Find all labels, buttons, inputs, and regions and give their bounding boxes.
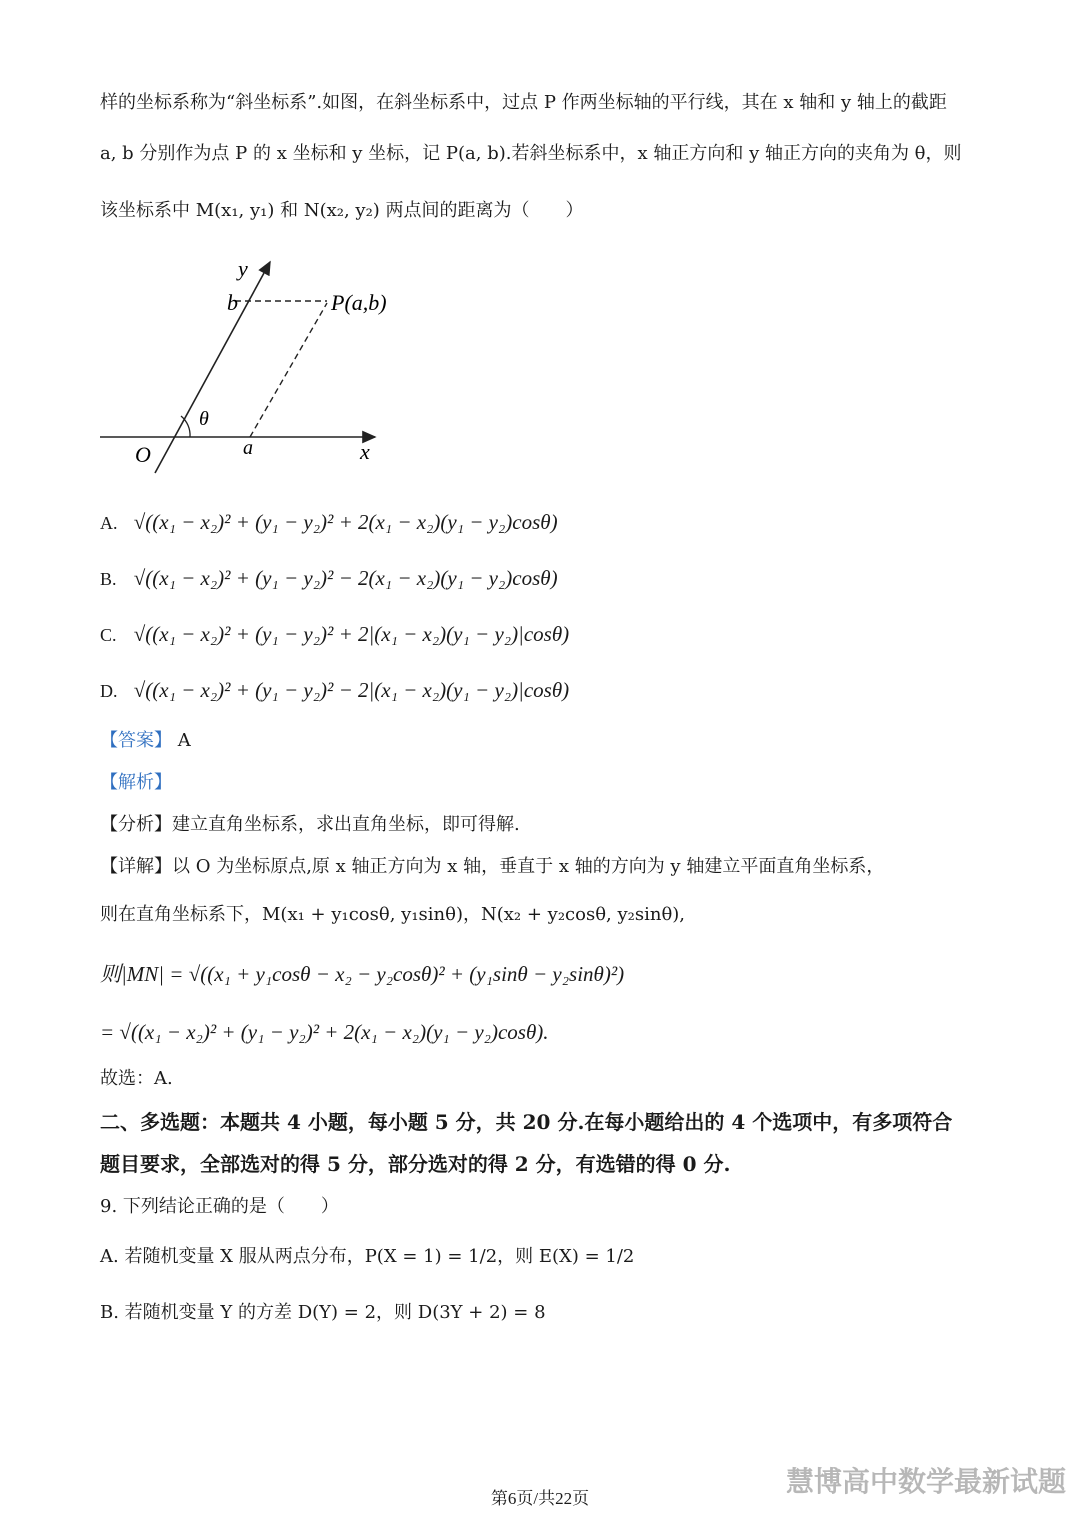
page-footer: 第6页/共22页 [490, 1489, 590, 1508]
option-a-label: A. [100, 513, 118, 533]
oblique-coordinate-figure [95, 250, 395, 480]
option-d [100, 678, 569, 703]
intro-line-1: 样的坐标系称为“斜坐标系”.如图，在斜坐标系中，过点 P 作两坐标轴的平行线，其在 x 轴和 y 轴上的截距 [100, 92, 947, 113]
q9-option-b: B. 若随机变量 Y 的方差 D(Y) = 2，则 D(3Y + 2) = 8 [100, 1302, 546, 1323]
intro-line-2: a, b 分别作为点 P 的 x 坐标和 y 坐标，记 P(a, b).若斜坐标系中，x 轴正方向和 y 轴正方向的夹角为 θ，则 [100, 143, 962, 164]
option-b [100, 566, 558, 591]
option-c-formula: √((x₁ − x₂)² + (y₁ − y₂)² + 2|(x₁ − x₂)(y₁ − y₂)|cosθ) [133, 622, 570, 646]
answer-value: A [177, 730, 191, 751]
label-O: O [135, 442, 151, 467]
option-b-label: B. [100, 569, 117, 589]
label-a: a [243, 437, 253, 459]
option-c [100, 622, 569, 647]
option-b-formula: √((x₁ − x₂)² + (y₁ − y₂)² − 2(x₁ − x₂)(y₁ − y₂)cosθ) [133, 566, 558, 590]
analysis-tag: 【解析】 [100, 772, 172, 793]
answer-tag: 【答案】 [100, 730, 172, 751]
option-a [100, 510, 558, 535]
option-c-label: C. [100, 625, 117, 645]
option-a-formula: √((x₁ − x₂)² + (y₁ − y₂)² + 2(x₁ − x₂)(y₁ − y₂)cosθ) [133, 510, 558, 534]
step-1: 则在直角坐标系下，M(x₁ + y₁cosθ, y₁sinθ)，N(x₂ + y₂cosθ, y₂sinθ), [100, 904, 686, 925]
fenxi-tag: 【分析】 [100, 814, 172, 835]
intro-line-3: 该坐标系中 M(x₁, y₁) 和 N(x₂, y₂) 两点间的距离为（ ） [100, 200, 584, 221]
label-x: x [360, 439, 370, 464]
step-2: 则|MN| = √((x₁ + y₁cosθ − x₂ − y₂cosθ)² + (y₁sinθ − y₂sinθ)²) [100, 962, 625, 986]
section2-line-2: 题目要求，全部选对的得 5 分，部分选对的得 2 分，有选错的得 0 分. [100, 1152, 731, 1176]
xiangjie-tag: 【详解】 [100, 856, 172, 877]
watermark: 慧博高中数学最新试题 [785, 1465, 1066, 1498]
step-4: 故选：A. [100, 1068, 173, 1089]
q9-option-a: A. 若随机变量 X 服从两点分布，P(X = 1) = 1/2，则 E(X) = 1/2 [100, 1246, 635, 1267]
label-y: y [238, 256, 248, 281]
xiangjie-text: 以 O 为坐标原点,原 x 轴正方向为 x 轴，垂直于 x 轴的方向为 y 轴建立平面直角坐标系， [172, 856, 885, 877]
section2-line-1: 二、多选题：本题共 4 小题，每小题 5 分，共 20 分.在每小题给出的 4 个选项中，有多项符合 [100, 1110, 953, 1134]
q9-stem: 9. 下列结论正确的是（ ） [100, 1196, 339, 1217]
xiangjie-line [100, 856, 884, 878]
fenxi-text: 建立直角坐标系，求出直角坐标，即可得解. [172, 814, 520, 835]
dashed-from-a [250, 303, 327, 437]
step-3: = √((x₁ − x₂)² + (y₁ − y₂)² + 2(x₁ − x₂)(y₁ − y₂)cosθ). [100, 1020, 549, 1044]
theta-arc [181, 416, 190, 437]
label-b: b [227, 290, 238, 315]
label-P: P(a,b) [331, 290, 387, 315]
option-d-formula: √((x₁ − x₂)² + (y₁ − y₂)² − 2|(x₁ − x₂)(y₁ − y₂)|cosθ) [133, 678, 570, 702]
label-theta: θ [199, 408, 209, 430]
answer-line [100, 730, 191, 752]
fenxi-line [100, 814, 520, 836]
option-d-label: D. [100, 681, 118, 701]
analysis-line [100, 772, 172, 794]
